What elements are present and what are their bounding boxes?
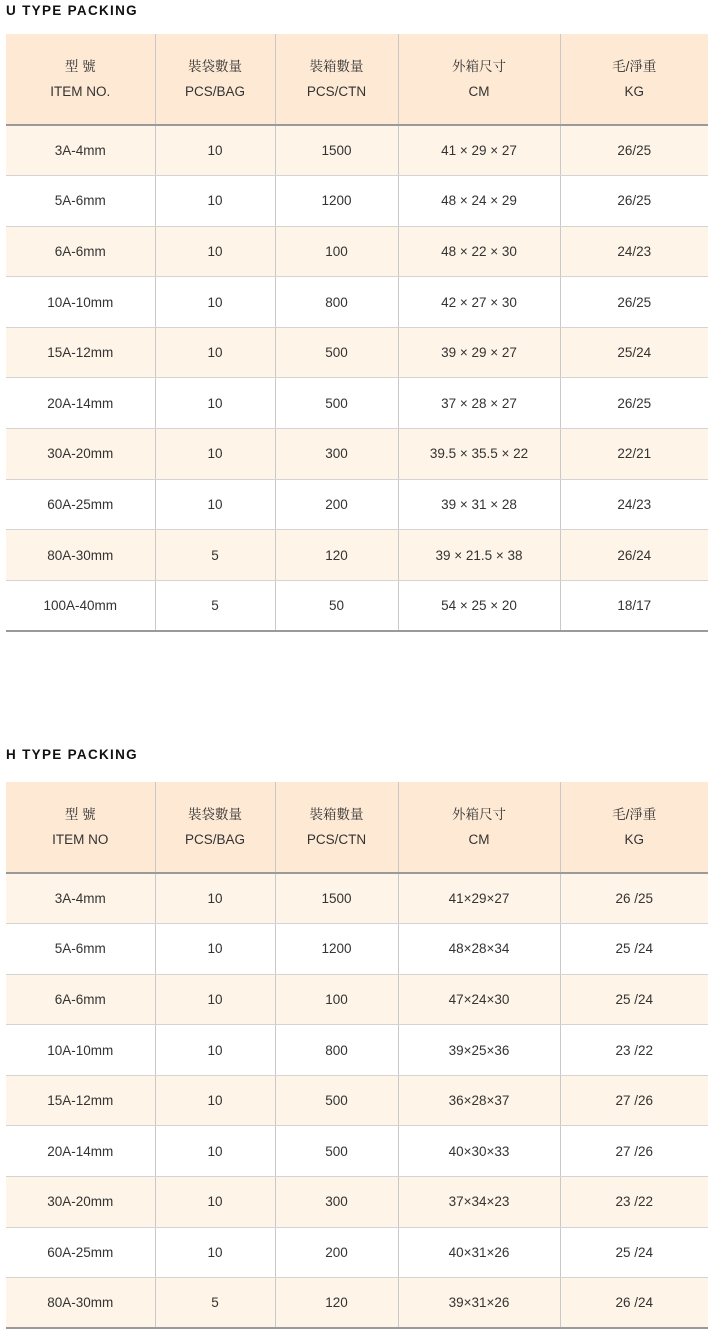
cell-item-no: 6A-6mm [6,974,155,1025]
cell-carton-size: 54 × 25 × 20 [398,580,560,631]
cell-item-no: 60A-25mm [6,479,155,530]
cell-pcs-bag: 10 [155,1126,275,1177]
cell-pcs-bag: 10 [155,479,275,530]
cell-pcs-bag: 10 [155,429,275,480]
cell-pcs-bag: 10 [155,125,275,176]
cell-weight: 26/25 [560,125,708,176]
cell-weight: 25 /24 [560,1227,708,1278]
header-cn: 型 號 [64,59,96,74]
cell-item-no: 30A-20mm [6,1177,155,1228]
header-cn: 毛/淨重 [612,59,657,74]
cell-item-no: 60A-25mm [6,1227,155,1278]
header-cn: 型 號 [64,807,96,822]
table-row [6,1177,708,1228]
cell-carton-size: 40×30×33 [398,1126,560,1177]
cell-carton-size: 48 × 22 × 30 [398,226,560,277]
header-en: KG [624,832,644,847]
cell-pcs-ctn: 200 [275,1227,398,1278]
cell-item-no: 20A-14mm [6,1126,155,1177]
header-en: PCS/CTN [306,84,367,99]
cell-item-no: 6A-6mm [6,226,155,277]
cell-pcs-ctn: 500 [275,378,398,429]
cell-item-no: 3A-4mm [6,125,155,176]
table-row [6,226,708,277]
cell-pcs-ctn: 1500 [275,125,398,176]
cell-pcs-ctn: 1500 [275,873,398,924]
header-cn: 毛/淨重 [612,807,657,822]
header-en: CM [468,84,490,99]
cell-carton-size: 39.5 × 35.5 × 22 [398,429,560,480]
cell-pcs-ctn: 100 [275,226,398,277]
cell-pcs-bag: 10 [155,176,275,227]
table-row [6,327,708,378]
cell-item-no: 100A-40mm [6,580,155,631]
header-pcs-bag [155,34,275,125]
cell-carton-size: 48 × 24 × 29 [398,176,560,227]
header-weight [560,34,708,125]
table-row [6,974,708,1025]
cell-carton-size: 48×28×34 [398,924,560,975]
cell-pcs-ctn: 800 [275,277,398,328]
header-en: KG [624,84,644,99]
header-en: PCS/BAG [184,84,246,99]
cell-pcs-ctn: 1200 [275,176,398,227]
cell-pcs-ctn: 500 [275,327,398,378]
cell-item-no: 3A-4mm [6,873,155,924]
cell-pcs-ctn: 800 [275,1025,398,1076]
cell-weight: 22/21 [560,429,708,480]
header-cn: 裝箱數量 [309,807,364,822]
header-row [6,782,708,873]
cell-item-no: 15A-12mm [6,1075,155,1126]
header-pcs-bag [155,782,275,873]
header-row [6,34,708,125]
table-row [6,176,708,227]
cell-pcs-ctn: 100 [275,974,398,1025]
cell-pcs-ctn: 500 [275,1075,398,1126]
cell-carton-size: 41×29×27 [398,873,560,924]
cell-weight: 26 /24 [560,1278,708,1329]
cell-pcs-ctn: 500 [275,1126,398,1177]
table-row [6,1126,708,1177]
cell-pcs-ctn: 120 [275,530,398,581]
header-carton-size [398,34,560,125]
header-en: PCS/CTN [306,832,367,847]
table-row [6,924,708,975]
cell-pcs-ctn: 1200 [275,924,398,975]
cell-carton-size: 36×28×37 [398,1075,560,1126]
cell-pcs-bag: 10 [155,378,275,429]
header-cn: 外箱尺寸 [452,59,506,74]
table-row [6,580,708,631]
table-row [6,1227,708,1278]
header-en: ITEM NO. [50,84,111,99]
cell-carton-size: 39 × 31 × 28 [398,479,560,530]
table-row [6,873,708,924]
cell-carton-size: 37×34×23 [398,1177,560,1228]
header-item-no [6,782,155,873]
cell-weight: 26/25 [560,378,708,429]
cell-pcs-bag: 10 [155,226,275,277]
cell-weight: 26/24 [560,530,708,581]
cell-weight: 26/25 [560,277,708,328]
cell-pcs-ctn: 300 [275,1177,398,1228]
cell-carton-size: 39×31×26 [398,1278,560,1329]
cell-carton-size: 40×31×26 [398,1227,560,1278]
cell-weight: 25 /24 [560,924,708,975]
cell-carton-size: 37 × 28 × 27 [398,378,560,429]
cell-pcs-ctn: 50 [275,580,398,631]
cell-pcs-bag: 10 [155,1177,275,1228]
cell-pcs-bag: 10 [155,873,275,924]
cell-pcs-bag: 5 [155,530,275,581]
cell-weight: 27 /26 [560,1075,708,1126]
table-row [6,429,708,480]
h-type-table [6,782,708,1329]
table-row [6,125,708,176]
table-row [6,1278,708,1329]
header-cn: 裝袋數量 [188,807,242,822]
cell-carton-size: 39 × 21.5 × 38 [398,530,560,581]
header-carton-size [398,782,560,873]
table-row [6,1075,708,1126]
header-cn: 裝箱數量 [309,59,364,74]
header-pcs-ctn [275,782,398,873]
header-cn: 外箱尺寸 [452,807,506,822]
u-type-table [6,34,708,632]
cell-pcs-bag: 10 [155,924,275,975]
h-type-title: H TYPE PACKING [6,747,138,762]
table-body [6,125,708,631]
cell-weight: 24/23 [560,226,708,277]
cell-weight: 26 /25 [560,873,708,924]
cell-weight: 26/25 [560,176,708,227]
cell-item-no: 80A-30mm [6,1278,155,1329]
cell-weight: 23 /22 [560,1177,708,1228]
cell-pcs-bag: 10 [155,1075,275,1126]
cell-item-no: 80A-30mm [6,530,155,581]
cell-pcs-ctn: 120 [275,1278,398,1329]
cell-carton-size: 39 × 29 × 27 [398,327,560,378]
cell-pcs-bag: 10 [155,327,275,378]
cell-item-no: 15A-12mm [6,327,155,378]
table-body [6,873,708,1328]
cell-weight: 27 /26 [560,1126,708,1177]
u-type-title: U TYPE PACKING [6,3,138,18]
table-header [6,34,708,125]
header-en: PCS/BAG [184,832,246,847]
header-cn: 裝袋數量 [188,59,242,74]
cell-pcs-bag: 5 [155,1278,275,1329]
table-row [6,479,708,530]
cell-item-no: 5A-6mm [6,924,155,975]
cell-pcs-bag: 10 [155,1025,275,1076]
cell-carton-size: 42 × 27 × 30 [398,277,560,328]
cell-item-no: 10A-10mm [6,1025,155,1076]
cell-carton-size: 47×24×30 [398,974,560,1025]
header-item-no [6,34,155,125]
header-weight [560,782,708,873]
cell-weight: 23 /22 [560,1025,708,1076]
cell-item-no: 10A-10mm [6,277,155,328]
cell-weight: 25 /24 [560,974,708,1025]
cell-item-no: 30A-20mm [6,429,155,480]
cell-pcs-ctn: 300 [275,429,398,480]
cell-weight: 25/24 [560,327,708,378]
header-en: CM [468,832,490,847]
table-row [6,378,708,429]
table-row [6,530,708,581]
cell-pcs-ctn: 200 [275,479,398,530]
cell-pcs-bag: 10 [155,1227,275,1278]
header-en: ITEM NO [52,832,109,847]
cell-carton-size: 41 × 29 × 27 [398,125,560,176]
header-pcs-ctn [275,34,398,125]
cell-item-no: 5A-6mm [6,176,155,227]
cell-carton-size: 39×25×36 [398,1025,560,1076]
table-row [6,1025,708,1076]
table-row [6,277,708,328]
cell-pcs-bag: 10 [155,277,275,328]
cell-weight: 18/17 [560,580,708,631]
table-header [6,782,708,873]
cell-item-no: 20A-14mm [6,378,155,429]
cell-pcs-bag: 5 [155,580,275,631]
cell-weight: 24/23 [560,479,708,530]
cell-pcs-bag: 10 [155,974,275,1025]
